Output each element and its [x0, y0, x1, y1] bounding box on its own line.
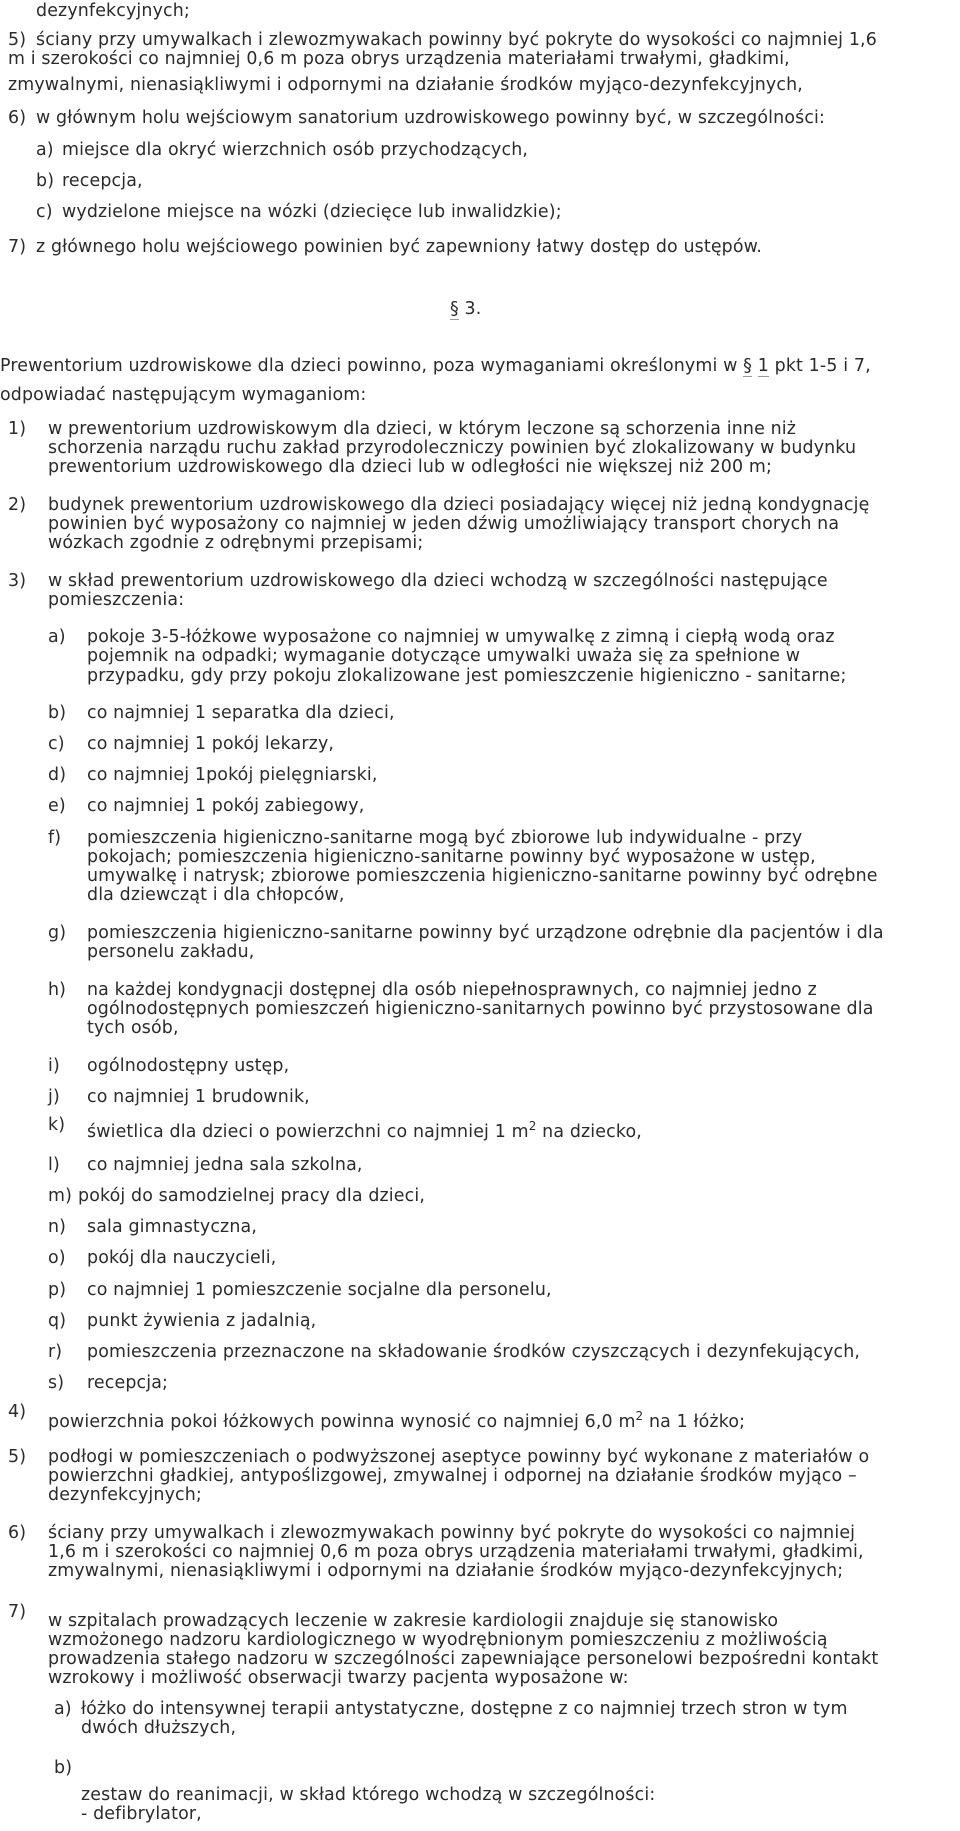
- item-text-line: wzmożonego nadzoru kardiologicznego w wyodrębnionym pomieszczeniu z możliwością: [48, 1630, 828, 1650]
- item-text-line: powinien być wyposażony co najmniej w jeden dźwig umożliwiający transport chorych na: [48, 514, 840, 534]
- item-text-line: prewentorium uzdrowiskowego dla dzieci lub w odległości nie większej niż 200 m;: [48, 457, 773, 477]
- subitem-letter: q): [48, 1311, 67, 1331]
- subitem-text: recepcja;: [87, 1373, 169, 1393]
- item-text-line: zmywalnymi, nienasiąkliwymi i odpornymi na działanie środków myjąco-dezynfekcyjnych,: [8, 75, 803, 95]
- item-text-line: pomieszczenia:: [48, 590, 185, 610]
- subitem-letter: d): [48, 765, 67, 785]
- subitem-text: co najmniej 1 pokój zabiegowy,: [87, 796, 365, 816]
- paragraph-continuation: dezynfekcyjnych;: [36, 1, 190, 21]
- item-text-line: dezynfekcyjnych;: [48, 1485, 202, 1505]
- subitem-text: umywalkę i natrysk; zbiorowe pomieszczenia higieniczno-sanitarne powinny być odrębne: [87, 866, 878, 886]
- subitem-text: pokoje 3-5-łóżkowe wyposażone co najmniej w umywalkę z zimną i ciepłą wodą oraz: [87, 627, 835, 647]
- subitem-letter: a): [36, 140, 54, 160]
- item-text-line: powierzchnia pokoi łóżkowych powinna wynosić co najmniej 6,0 $m^2$ na 1 łóżko;: [48, 1409, 746, 1432]
- subitem-letter: s): [48, 1373, 65, 1393]
- item-text-line: m i szerokości co najmniej 0,6 m poza obrys urządzenia materiałami trwałymi, gładkimi,: [8, 49, 790, 69]
- item-number: 5): [8, 30, 27, 50]
- subitem-text: - defibrylator,: [81, 1804, 202, 1824]
- subitem-text: łóżko do intensywnej terapii antystatyczne, dostępne z co najmniej trzech stron w tym: [81, 1699, 848, 1719]
- item-number: 6): [8, 1523, 27, 1543]
- subitem-text: wydzielone miejsce na wózki (dziecięce lub inwalidzkie);: [62, 202, 562, 222]
- subitem-text: dla dziewcząt i dla chłopców,: [87, 885, 345, 905]
- subitem-text: ogólnodostępnych pomieszczeń higieniczno-sanitarnych powinno być przystosowane dla: [87, 999, 874, 1019]
- section-ref-symbol[interactable]: §: [743, 356, 753, 376]
- item-text-line: w prewentorium uzdrowiskowym dla dzieci, w którym leczone są schorzenia inne niż: [48, 419, 797, 439]
- item-text-line: schorzenia narządu ruchu zakład przyrodoleczniczy powinien być zlokalizowany w budynku: [48, 438, 857, 458]
- item-text-line: w skład prewentorium uzdrowiskowego dla dzieci wchodzą w szczególności następujące: [48, 571, 828, 591]
- item-number: 1): [8, 419, 27, 439]
- item-text-line: podłogi w pomieszczeniach o podwyższonej aseptyce powinny być wykonane z materiałów o: [48, 1447, 870, 1467]
- subitem-text: punkt żywienia z jadalnią,: [87, 1311, 317, 1331]
- section-symbol: §: [450, 299, 459, 319]
- subitem-text: zestaw do reanimacji, w skład którego wchodzą w szczególności:: [81, 1785, 656, 1805]
- item-text-line: ściany przy umywalkach i zlewozmywakach powinny być pokryte do wysokości co najmniej: [48, 1523, 856, 1543]
- subitem-letter: m): [48, 1186, 73, 1206]
- subitem-letter: f): [48, 828, 62, 848]
- subitem-text: co najmniej 1 pomieszczenie socjalne dla personelu,: [87, 1280, 552, 1300]
- subitem-text: recepcja,: [62, 171, 143, 191]
- section-intro-line: odpowiadać następującym wymaganiom:: [0, 385, 367, 405]
- item-text-line: 1,6 m i szerokości co najmniej 0,6 m poza obrys urządzenia materiałami trwałymi, gładkimi,: [48, 1542, 864, 1562]
- section-heading: [450, 298, 481, 320]
- subitem-text: pomieszczenia przeznaczone na składowanie środków czyszczących i dezynfekujących,: [87, 1342, 861, 1362]
- subitem-text: pomieszczenia higieniczno-sanitarne powinny być urządzone odrębnie dla pacjentów i dla: [87, 923, 884, 943]
- item-text-line: z głównego holu wejściowego powinien być zapewniony łatwy dostęp do ustępów.: [36, 237, 763, 257]
- section-number: 3.: [464, 299, 482, 319]
- subitem-text: co najmniej 1 pokój lekarzy,: [87, 734, 335, 754]
- subitem-letter: o): [48, 1248, 66, 1268]
- item-text-line: wzrokowy i możliwość obserwacji twarzy pacjenta wyposażone w:: [48, 1668, 629, 1688]
- subitem-text: pomieszczenia higieniczno-sanitarne mogą być zbiorowe lub indywidualne - przy: [87, 828, 803, 848]
- subitem-text: dwóch dłuższych,: [81, 1718, 237, 1738]
- item-number: 7): [8, 237, 27, 257]
- subitem-text: na każdej kondygnacji dostępnej dla osób niepełnosprawnych, co najmniej jedno z: [87, 980, 817, 1000]
- subitem-letter: g): [48, 923, 67, 943]
- section-intro: Prewentorium uzdrowiskowe dla dzieci powinno, poza wymaganiami określonymi w § 1 pkt 1-5 i 7,: [0, 356, 871, 376]
- subitem-letter: i): [48, 1056, 60, 1076]
- subitem-letter: a): [48, 627, 66, 647]
- subitem-text: co najmniej 1 brudownik,: [87, 1087, 310, 1107]
- subitem-letter: b): [48, 703, 67, 723]
- subitem-letter: a): [54, 1699, 72, 1719]
- subitem-text: pokój do samodzielnej pracy dla dzieci,: [78, 1186, 425, 1206]
- subitem-letter: r): [48, 1342, 63, 1362]
- item-text-line: ściany przy umywalkach i zlewozmywakach powinny być pokryte do wysokości co najmniej 1,6: [36, 30, 877, 50]
- subitem-letter: p): [48, 1280, 67, 1300]
- subitem-letter: b): [54, 1758, 73, 1778]
- subitem-text: ogólnodostępny ustęp,: [87, 1056, 290, 1076]
- item-number: 2): [8, 495, 27, 515]
- item-text-line: budynek prewentorium uzdrowiskowego dla dzieci posiadający więcej niż jedną kondygnację: [48, 495, 870, 515]
- subitem-text: przypadku, gdy przy pokoju zlokalizowane jest pomieszczenie higieniczno - sanitarne;: [87, 666, 847, 686]
- subitem-letter: e): [48, 796, 66, 816]
- item-text-line: wózkach zgodnie z odrębnymi przepisami;: [48, 533, 424, 553]
- subitem-text: tych osób,: [87, 1018, 179, 1038]
- subitem-text: co najmniej 1 separatka dla dzieci,: [87, 703, 395, 723]
- item-text-line: w głównym holu wejściowym sanatorium uzdrowiskowego powinny być, w szczególności:: [36, 108, 826, 128]
- item-number: 7): [8, 1602, 27, 1622]
- subitem-letter: h): [48, 980, 67, 1000]
- subitem-text: miejsce dla okryć wierzchnich osób przychodzących,: [62, 140, 529, 160]
- item-number: 6): [8, 108, 27, 128]
- item-text-line: prowadzenia stałego nadzoru w szczególności zapewniające personelowi bezpośredni kontakt: [48, 1649, 879, 1669]
- subitem-letter: k): [48, 1115, 66, 1135]
- item-text-line: w szpitalach prowadzących leczenie w zakresie kardiologii znajduje się stanowisko: [48, 1611, 779, 1631]
- subitem-text: sala gimnastyczna,: [87, 1217, 257, 1237]
- subitem-letter: c): [48, 734, 65, 754]
- subitem-text: pojemnik na odpadki; wymaganie dotyczące umywalki uważa się za spełnione w: [87, 646, 801, 666]
- subitem-letter: b): [36, 171, 55, 191]
- item-number: 4): [8, 1402, 27, 1422]
- subitem-letter: j): [48, 1087, 60, 1107]
- subitem-text: co najmniej jedna sala szkolna,: [87, 1155, 363, 1175]
- item-number: 5): [8, 1447, 27, 1467]
- subitem-text: pokojach; pomieszczenia higieniczno-sanitarne powinny być wyposażone w ustęp,: [87, 847, 816, 867]
- subitem-text: pokój dla nauczycieli,: [87, 1248, 277, 1268]
- superscript: 2: [528, 1119, 537, 1133]
- item-number: 3): [8, 571, 27, 591]
- superscript: 2: [635, 1409, 644, 1423]
- item-text-line: powierzchni gładkiej, antypoślizgowej, zmywalnej i odpornej na działanie środków myjąco –: [48, 1466, 857, 1486]
- item-text-line: zmywalnymi, nienasiąkliwymi i odpornymi na działanie środków myjąco-dezynfekcyjnych;: [48, 1561, 844, 1581]
- subitem-text: świetlica dla dzieci o powierzchni co najmniej 1 $m^2$ na dziecko,: [87, 1119, 642, 1142]
- subitem-letter: n): [48, 1217, 67, 1237]
- section-ref-link[interactable]: 1: [757, 356, 769, 376]
- subitem-letter: l): [48, 1155, 60, 1175]
- subitem-letter: c): [36, 202, 53, 222]
- subitem-text: co najmniej 1pokój pielęgniarski,: [87, 765, 378, 785]
- subitem-text: personelu zakładu,: [87, 942, 255, 962]
